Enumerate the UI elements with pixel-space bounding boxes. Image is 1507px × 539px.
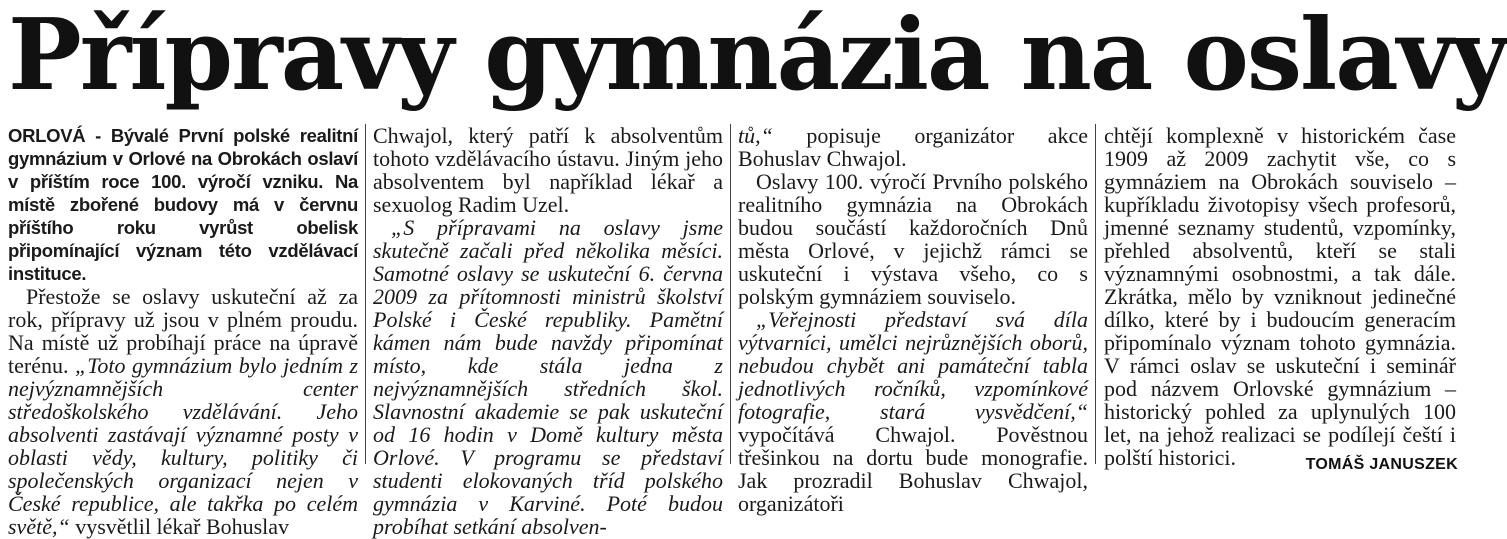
body-text: popisuje organizátor akce Bohuslav Chwajol. xyxy=(738,123,1088,171)
dateline: ORLOVÁ xyxy=(8,125,86,146)
body-paragraph xyxy=(8,285,358,538)
column-divider xyxy=(730,124,731,464)
body-text: vypočítává Chwajol. Pověstnou třešinkou na dortu bude monografie. Jak prozradil Bohuslav Chwajol, organizátoři xyxy=(738,422,1088,516)
body-paragraph: Oslavy 100. výročí Prvního polského realitního gymnázia na Obrokách budou součástí každoročních Dnů města Orlové, v jejichž rámci se uskuteční i výstava všeho, co s polským gymnáziem souviselo. xyxy=(738,169,1088,309)
body-paragraph xyxy=(738,308,1088,515)
column-2 xyxy=(373,123,723,539)
column-3 xyxy=(738,123,1088,516)
quote-paragraph: „S přípravami na oslavy jsme skutečně začali před několika měsíci. Samotné oslavy se uskuteční 6. června 2009 za přítomnosti ministrů školství Polské i České republiky. Pamětní kámen nám bude navždy připomínat místo, kde stála jedna z nejvýznamnějších středních škol. Slavnostní akademie se pak uskuteční od 16 hodin v Domě kultury města Orlové. V programu se představí studenti elokovaných tříd polského gymnázia v Karviné. Poté budou probíhat setkání absolven- xyxy=(373,215,723,539)
lead-text: - Bývalé První polské realitní gymnázium v Orlové na Obrokách oslaví v příštím roce 100. výročí vzniku. Na místě zbořené budovy má v červnu příštího roku vyrůst obelisk připomínající význam této vzdělávací instituce. xyxy=(8,125,358,284)
body-text: Přestože se oslavy uskuteční až za rok, přípravy už jsou v plném proudu. Na místě už probíhají práce na úpravě terénu. xyxy=(8,284,358,378)
column-1 xyxy=(8,124,359,539)
quote-text: tů,“ xyxy=(738,123,773,148)
author-byline: TOMÁŠ JANUSZEK xyxy=(1305,456,1458,473)
body-paragraph xyxy=(738,124,1088,170)
quote-text: „Veřejnosti představí svá díla výtvarníci, umělci nejrůznějších oborů, nebudou chybět ani památeční tabla jednotlivých ročníků, vzpomínkové fotografie, stará vysvědčení,“ xyxy=(738,307,1088,424)
column-divider xyxy=(1095,124,1096,464)
body-text: vysvětlil lékař Bohuslav xyxy=(69,514,290,539)
quote-text: „Toto gymnázium bylo jedním z nejvýznamnějších center středoškolského vzdělávání. Jeho absolventi zastávají významné posty v oblasti vědy, kultury, politiky či společenských organizací nejen v České republice, ale takřka po celém světě,“ xyxy=(8,353,359,539)
column-divider xyxy=(365,124,366,464)
body-paragraph: chtějí komplexně v historickém čase 1909 až 2009 zachytit vše, co s gymnáziem na Obrokách souviselo – kupříkladu životopisy všech profesorů, jmenné seznamy studentů, vzpomínky, přehled absolventů, kteří se stali významnými osobnostmi, a tak dále. Zkrátka, mělo by vzniknout jedinečné dílko, které by i budoucím generacím připomínalo význam tohoto gymnázia. V rámci oslav se uskuteční i seminář pod názvem Orlovské gymnázium – historický pohled za uplynulých 100 let, na jehož realizaci se podílejí čeští i polští historici. xyxy=(1104,123,1456,470)
body-paragraph: Chwajol, který patří k absolventům tohoto vzdělávacího ústavu. Jiným jeho absolventem byl například lékař a sexuolog Radim Uzel. xyxy=(373,123,723,217)
lead-paragraph xyxy=(8,124,358,285)
headline: Přípravy gymnázia na oslavy xyxy=(8,0,1507,113)
